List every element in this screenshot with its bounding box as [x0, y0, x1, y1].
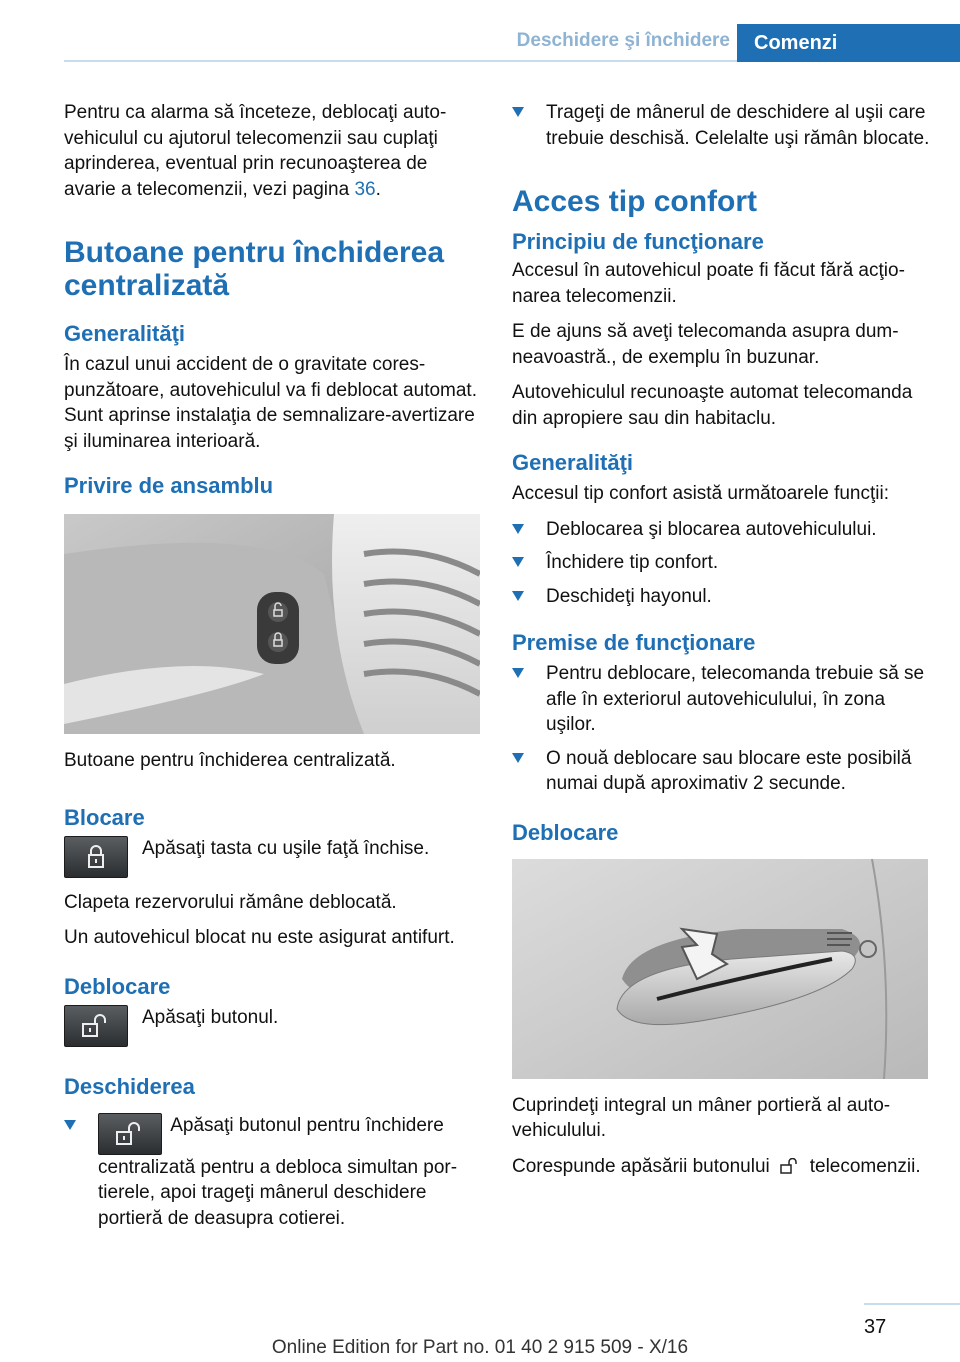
footer-rule [864, 1303, 960, 1305]
list-item: Deschideţi hayonul. [512, 584, 932, 610]
opening-bullet: Apăsaţi butonul pentru închidere centralizată pentru a debloca simultan portierele, apoi trageţi mânerul deschidere portieră de deasupra cotierei. [64, 1113, 480, 1232]
lock-text: Apăsaţi tasta cu uşile faţă închise. [142, 837, 430, 859]
page-number: 37 [864, 1316, 887, 1338]
door-panel-image [64, 514, 480, 734]
list-item: Închidere tip confort. [512, 550, 932, 576]
unlock-heading-right: Deblocare [512, 819, 619, 845]
overview-heading: Privire de ansamblu [64, 473, 274, 498]
unlock-button-icon [64, 1005, 128, 1047]
lock-note-2: Un autovehicul blocat nu este asigurat antifurt. [64, 927, 455, 948]
general-paragraph-right: Accesul tip confort asistă următoarele funcţii: [512, 483, 890, 504]
prerequisites-heading: Premise de funcţionare [512, 630, 756, 655]
remote-button-paragraph: Corespunde apăsării butonului telecomenzii. [512, 1155, 921, 1177]
bullet-triangle-icon [512, 524, 524, 534]
intro-paragraph: Pentru ca alarma să înceteze, deblocaţi autovehiculul cu ajutorul telecomenzii sau cuplaţi aprinderea, eventual prin recunoaşterea de avarie a telecomenzii, vezi pagina 36. [64, 102, 447, 200]
left-column [64, 100, 480, 1239]
unlock-heading: Deblocare [64, 973, 171, 999]
principle-paragraph-3: Autovehiculul recunoaşte automat telecomanda din apropiere sau din habitaclu. [512, 382, 913, 429]
right-column [512, 100, 932, 1189]
comfort-access-heading: Acces tip confort [512, 185, 758, 218]
general-paragraph: În cazul unui accident de o gravitate corespunzătoare, autovehiculul va fi deblocat automat. Sunt aprinse instalaţia de semnalizare-avertizare şi iluminarea interioară. [64, 354, 477, 452]
lock-button-icon [64, 836, 128, 878]
list-item: Pentru deblocare, telecomanda trebuie să se afle în exteriorul autovehiculului, în zona uşilor. [512, 661, 932, 738]
bullet-triangle-icon [512, 668, 524, 678]
principle-paragraph-1: Accesul în autovehicul poate fi făcut fără acţionarea telecomenzii. [512, 260, 905, 307]
bullet-triangle-icon [512, 107, 524, 117]
central-locking-heading: Butoane pentru închiderea centralizată [64, 236, 445, 302]
header-section-title: Deschidere şi închidere [516, 30, 730, 51]
general-heading: Generalităţi [64, 321, 186, 346]
unlock-icon [778, 1156, 802, 1172]
list-item: O nouă deblocare sau blocare este posibilă numai după aproximativ 2 secunde. [512, 746, 932, 797]
door-handle-bullet: Trageţi de mânerul de deschidere al uşii care trebuie deschisă. Celelalte uşi rămân blocate. [512, 100, 932, 151]
page-link[interactable]: 36 [354, 178, 376, 200]
grip-handle-paragraph: Cuprindeţi integral un mâner portieră al autovehiculului. [512, 1094, 891, 1141]
lock-note-1: Clapeta rezervorului rămâne deblocată. [64, 891, 397, 913]
principle-paragraph-2: E de ajuns să aveţi telecomanda asupra dumneavoastră., de exemplu în buzunar. [512, 321, 899, 368]
central-locking-buttons-photo [64, 514, 480, 734]
header-tab: Comenzi [737, 24, 960, 62]
unlock-text: Apăsaţi butonul. [142, 1006, 279, 1028]
bullet-triangle-icon [64, 1120, 76, 1130]
principle-heading: Principiu de funcţionare [512, 229, 764, 254]
door-handle-image [512, 859, 928, 1079]
unlock-button-icon [98, 1113, 162, 1155]
opening-heading: Deschiderea [64, 1073, 195, 1099]
footer-edition: Online Edition for Part no. 01 40 2 915 509 - X/16 [271, 1337, 689, 1358]
general-heading-right: Generalităţi [512, 450, 634, 475]
bullet-triangle-icon [512, 591, 524, 601]
bullet-triangle-icon [512, 753, 524, 763]
list-item: Deblocarea şi blocarea autovehiculului. [512, 517, 932, 543]
bullet-triangle-icon [512, 557, 524, 567]
door-handle-photo [512, 859, 928, 1079]
photo-caption: Butoane pentru închiderea centralizată. [64, 750, 396, 771]
lock-heading: Blocare [64, 804, 145, 830]
